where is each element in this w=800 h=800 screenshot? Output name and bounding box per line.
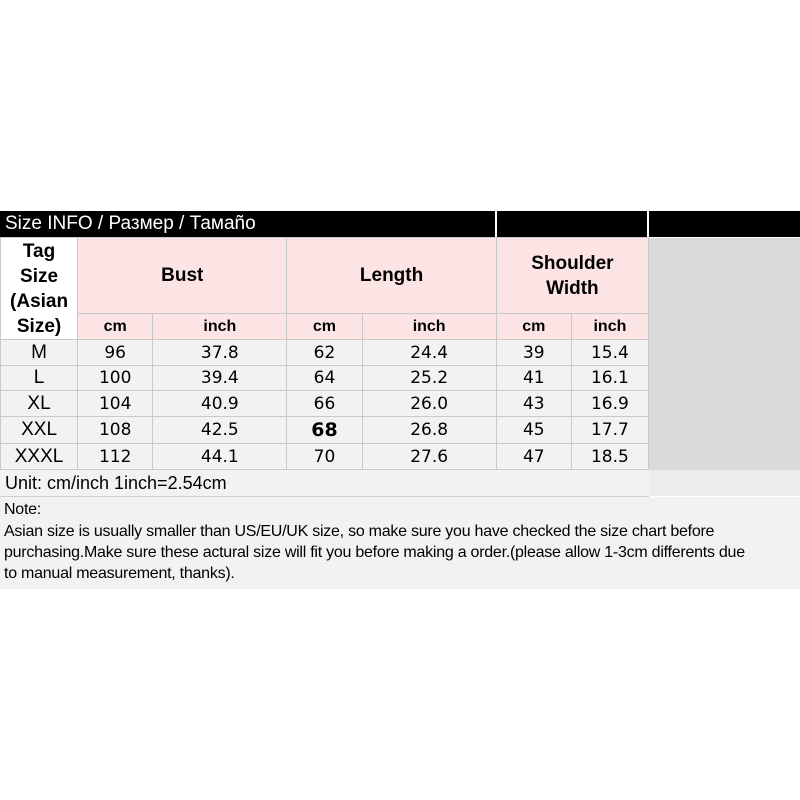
note-line: Asian size is usually smaller than US/EU/UK size, so make sure you have checked the size chart before [4, 523, 715, 540]
bust-inch-cell: 40.9 [153, 391, 287, 417]
title-bar-segment [649, 211, 800, 237]
note-block [0, 497, 800, 589]
length-cm-cell: 66 [287, 391, 362, 417]
unit-header: inch [571, 314, 648, 340]
size-cell: XXXL [1, 444, 78, 470]
tag-size-line: Size) [16, 315, 62, 337]
table-row [1, 391, 649, 417]
side-panel [649, 470, 800, 496]
header-row [1, 238, 649, 314]
size-cell: XL [1, 391, 78, 417]
length-inch-cell: 27.6 [362, 444, 496, 470]
unit-line-text: Unit: cm/inch 1inch=2.54cm [5, 473, 227, 493]
size-cell: L [1, 366, 78, 391]
size-cell: M [1, 340, 78, 366]
unit-header-row [1, 314, 649, 340]
shoulder-inch-cell: 16.1 [571, 366, 648, 391]
tag-size-header [1, 238, 78, 340]
shoulder-cm-cell: 43 [496, 391, 571, 417]
note-line: to manual measurement, thanks). [4, 565, 235, 582]
unit-header: cm [287, 314, 362, 340]
length-inch-cell: 25.2 [362, 366, 496, 391]
length-cm-cell: 68 [287, 417, 362, 444]
size-chart-title: Size INFO / Размер / Тамаñо [5, 213, 256, 234]
unit-header: cm [78, 314, 153, 340]
shoulder-cm-cell: 41 [496, 366, 571, 391]
shoulder-cm-cell: 45 [496, 417, 571, 444]
shoulder-inch-cell: 16.9 [571, 391, 648, 417]
title-bar-segment [497, 211, 647, 237]
shoulder-inch-cell: 18.5 [571, 444, 648, 470]
table-row [1, 444, 649, 470]
bust-header: Bust [78, 238, 287, 314]
bust-inch-cell: 42.5 [153, 417, 287, 444]
shoulder-width-line: Shoulder [531, 252, 614, 274]
bust-inch-cell: 44.1 [153, 444, 287, 470]
length-cm-cell: 64 [287, 366, 362, 391]
shoulder-cm-cell: 47 [496, 444, 571, 470]
length-cm-cell: 62 [287, 340, 362, 366]
bust-cm-cell: 104 [78, 391, 153, 417]
size-cell: XXL [1, 417, 78, 444]
size-table [0, 237, 649, 470]
unit-header: inch [153, 314, 287, 340]
length-header: Length [287, 238, 496, 314]
tag-size-line: Tag [22, 240, 56, 262]
shoulder-width-line: Width [546, 277, 599, 299]
length-inch-cell: 26.0 [362, 391, 496, 417]
shoulder-inch-cell: 15.4 [571, 340, 648, 366]
bust-cm-cell: 100 [78, 366, 153, 391]
side-panel [649, 238, 800, 470]
bust-inch-cell: 39.4 [153, 366, 287, 391]
note-heading: Note: [4, 501, 41, 518]
unit-header: inch [362, 314, 496, 340]
length-inch-cell: 26.8 [362, 417, 496, 444]
size-chart [0, 211, 800, 589]
tag-size-line: Size [20, 265, 59, 287]
unit-line [0, 470, 649, 497]
length-cm-cell: 70 [287, 444, 362, 470]
bust-cm-cell: 108 [78, 417, 153, 444]
tag-size-line: (Asian [10, 290, 69, 312]
shoulder-cm-cell: 39 [496, 340, 571, 366]
table-row [1, 366, 649, 391]
title-bar [0, 211, 495, 237]
bust-cm-cell: 112 [78, 444, 153, 470]
table-row [1, 417, 649, 444]
shoulder-inch-cell: 17.7 [571, 417, 648, 444]
table-row [1, 340, 649, 366]
shoulder-width-header [496, 238, 648, 314]
unit-header: cm [496, 314, 571, 340]
length-inch-cell: 24.4 [362, 340, 496, 366]
bust-inch-cell: 37.8 [153, 340, 287, 366]
note-line: purchasing.Make sure these actural size will fit you before making a order.(please allow 1-3cm differents due [4, 544, 745, 561]
bust-cm-cell: 96 [78, 340, 153, 366]
